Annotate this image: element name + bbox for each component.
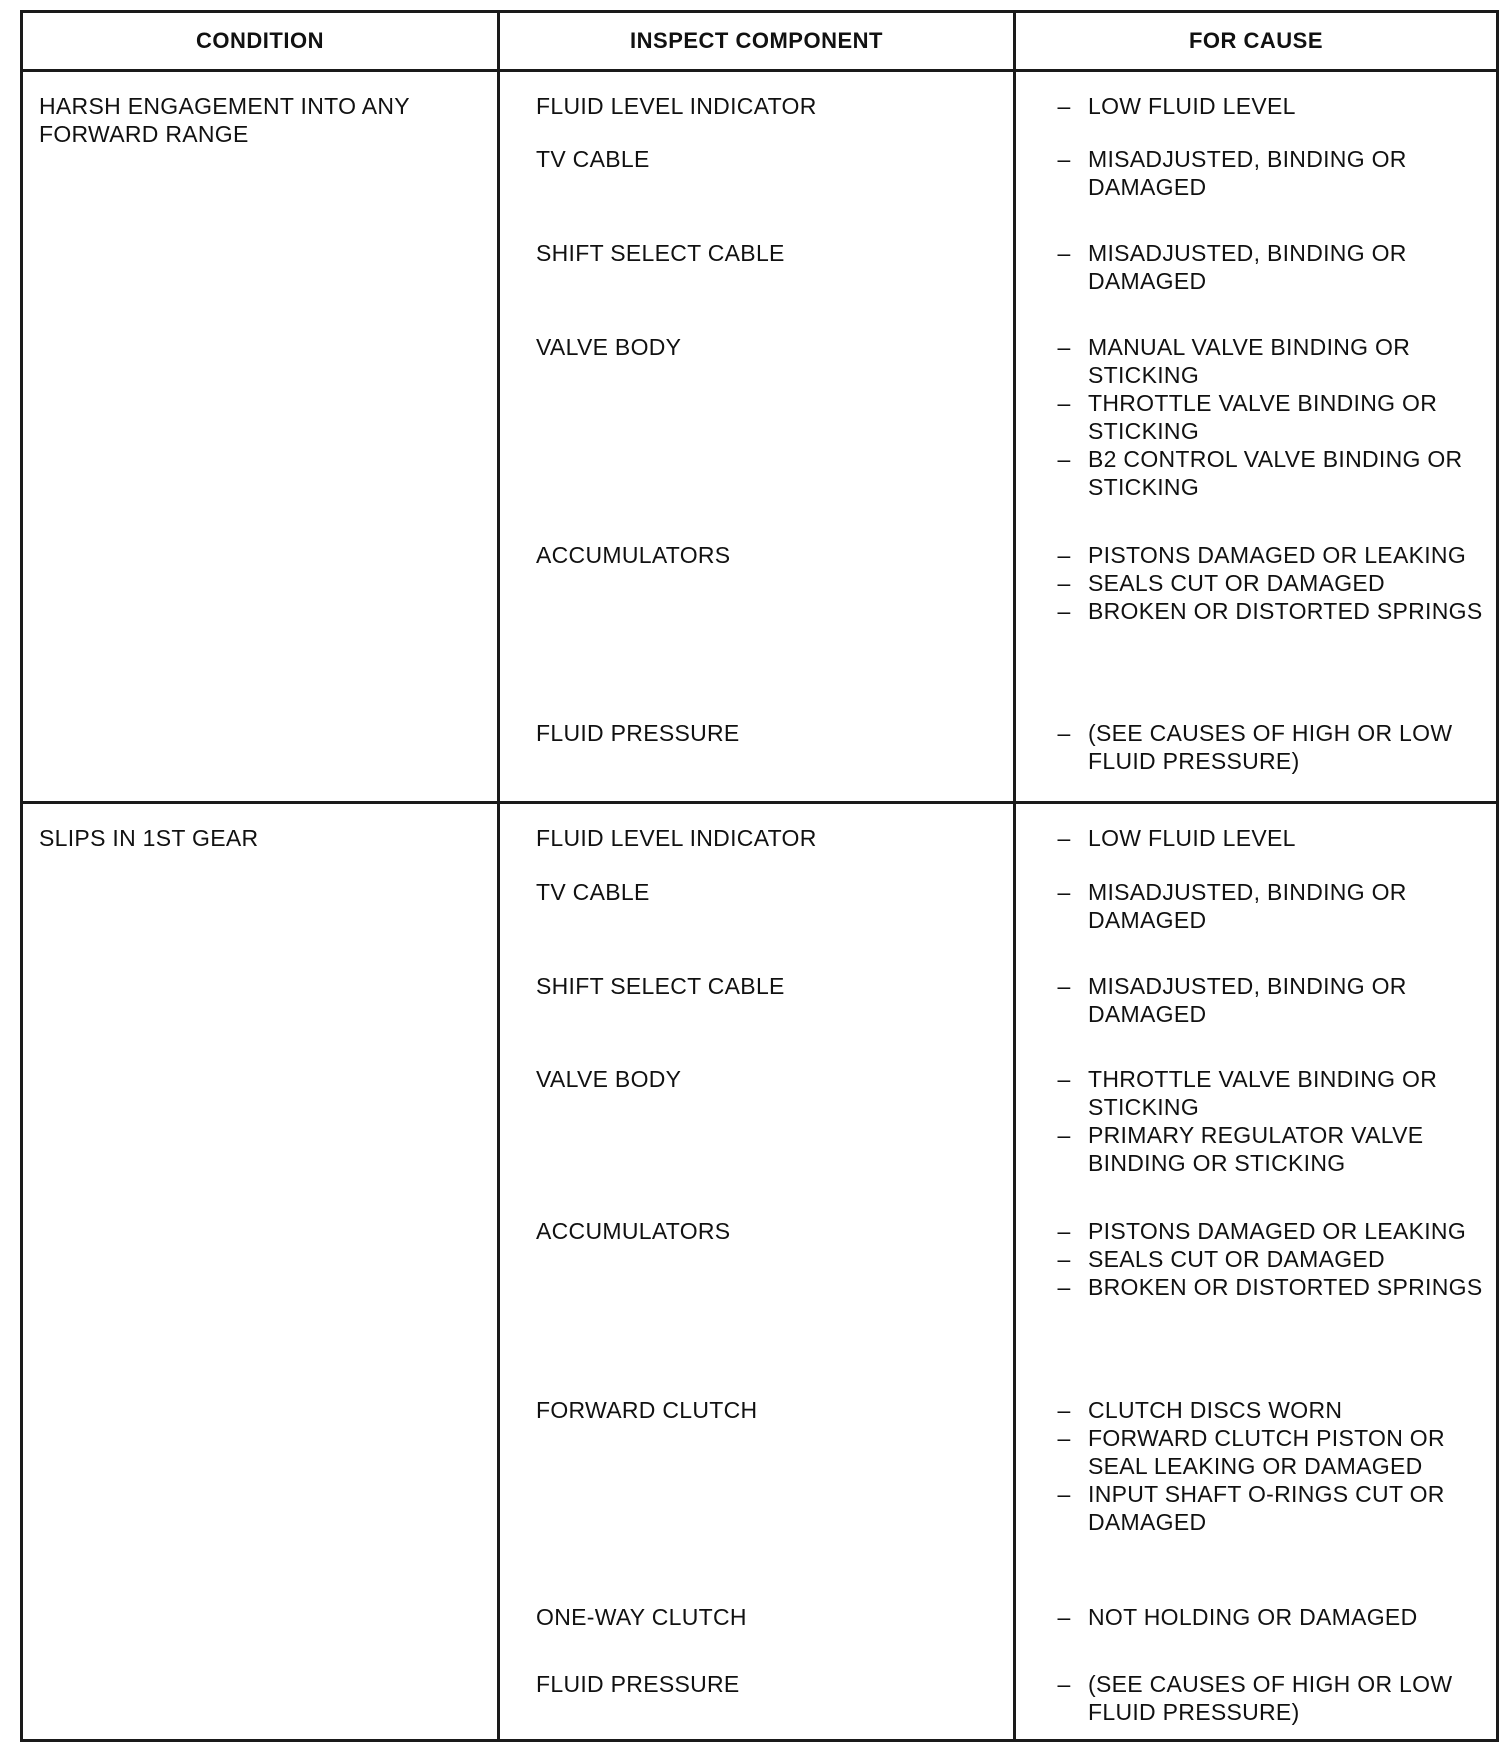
- cause-list: [1016, 964, 1496, 1028]
- component-text: VALVE BODY: [536, 334, 682, 360]
- cause-list: [1016, 72, 1496, 120]
- component-text: FLUID PRESSURE: [536, 1671, 740, 1698]
- component-text: FLUID LEVEL INDICATOR: [536, 93, 817, 119]
- cause-cell: [1015, 71, 1498, 138]
- cause-item: [1054, 1670, 1486, 1726]
- header-inspect-component: INSPECT COMPONENT: [499, 12, 1015, 71]
- component-cell: [499, 964, 1015, 1058]
- cause-item: [1054, 1273, 1486, 1301]
- cause-text: LOW FLUID LEVEL: [1088, 825, 1296, 852]
- component-cell: [499, 870, 1015, 964]
- condition-cell: [22, 803, 499, 1741]
- cause-cell: [1015, 1057, 1498, 1209]
- dash-icon: –: [1057, 720, 1071, 747]
- diagnosis-table: [20, 10, 1499, 1742]
- component-cell: [499, 1209, 1015, 1388]
- cause-text: PISTONS DAMAGED OR LEAKING: [1088, 1218, 1467, 1245]
- cause-cell: [1015, 1209, 1498, 1388]
- component-cell: [499, 71, 1015, 138]
- component-cell: [499, 231, 1015, 325]
- cause-cell: [1015, 870, 1498, 964]
- dash-icon: –: [1057, 1396, 1071, 1423]
- cause-list: [1016, 1057, 1496, 1177]
- table-body: [22, 71, 1498, 1741]
- cause-text: THROTTLE VALVE BINDING OR STICKING: [1088, 1066, 1438, 1121]
- component-text: ONE-WAY CLUTCH: [536, 1604, 747, 1631]
- cause-text: LOW FLUID LEVEL: [1088, 93, 1296, 119]
- dash-icon: –: [1057, 878, 1071, 905]
- cause-list: [1016, 804, 1496, 852]
- cause-text: MISADJUSTED, BINDING OR DAMAGED: [1088, 972, 1407, 1027]
- dash-icon: –: [1057, 1604, 1071, 1631]
- dash-icon: –: [1057, 93, 1071, 119]
- cause-item: [1054, 92, 1486, 120]
- condition-text: HARSH ENGAGEMENT INTO ANY FORWARD RANGE: [39, 93, 410, 147]
- dash-icon: –: [1057, 1671, 1071, 1698]
- cause-item: [1054, 1424, 1486, 1480]
- cause-item: [1054, 719, 1486, 775]
- cause-cell: [1015, 533, 1498, 712]
- cause-text: INPUT SHAFT O-RINGS CUT OR DAMAGED: [1088, 1480, 1445, 1535]
- component-text: VALVE BODY: [536, 1066, 682, 1093]
- component-text: FLUID LEVEL INDICATOR: [536, 825, 817, 852]
- dash-icon: –: [1057, 1274, 1071, 1301]
- cause-text: FORWARD CLUTCH PISTON OR SEAL LEAKING OR DAMAGED: [1088, 1424, 1445, 1479]
- dash-icon: –: [1057, 1246, 1071, 1273]
- dash-icon: –: [1057, 390, 1071, 416]
- cause-text: PRIMARY REGULATOR VALVE BINDING OR STICKING: [1088, 1122, 1424, 1177]
- dash-icon: –: [1057, 597, 1071, 624]
- component-cell: [499, 533, 1015, 712]
- cause-list: [1016, 533, 1496, 625]
- cause-item: [1054, 1396, 1486, 1424]
- header-condition: CONDITION: [22, 12, 499, 71]
- cause-item: [1054, 333, 1486, 389]
- component-cell: [499, 1595, 1015, 1662]
- cause-list: [1016, 325, 1496, 501]
- cause-cell: [1015, 964, 1498, 1058]
- cause-item: [1054, 1245, 1486, 1273]
- cause-item: [1054, 569, 1486, 597]
- cause-item: [1054, 145, 1486, 201]
- cause-list: [1016, 231, 1496, 295]
- dash-icon: –: [1057, 1218, 1071, 1245]
- cause-cell: [1015, 1662, 1498, 1740]
- component-text: ACCUMULATORS: [536, 541, 731, 568]
- cause-text: SEALS CUT OR DAMAGED: [1088, 569, 1385, 596]
- cause-text: MISADJUSTED, BINDING OR DAMAGED: [1088, 878, 1407, 933]
- cause-list: [1016, 137, 1496, 201]
- cause-item: [1054, 1065, 1486, 1121]
- header-row: [22, 12, 1498, 71]
- cause-item: [1054, 878, 1486, 934]
- component-cell: [499, 1388, 1015, 1596]
- cause-item: [1054, 541, 1486, 569]
- cause-text: (SEE CAUSES OF HIGH OR LOW FLUID PRESSURE): [1088, 1671, 1453, 1726]
- component-cell: [499, 325, 1015, 533]
- cause-cell: [1015, 1388, 1498, 1596]
- dash-icon: –: [1057, 825, 1071, 852]
- component-cell: [499, 1662, 1015, 1740]
- cause-cell: [1015, 711, 1498, 803]
- cause-list: [1016, 711, 1496, 775]
- component-text: SHIFT SELECT CABLE: [536, 972, 785, 999]
- condition-cell: [22, 71, 499, 803]
- cause-item: [1054, 239, 1486, 295]
- dash-icon: –: [1057, 1122, 1071, 1149]
- cause-item: [1054, 824, 1486, 852]
- component-text: FORWARD CLUTCH: [536, 1396, 758, 1423]
- component-text: TV CABLE: [536, 146, 650, 173]
- table-row: [22, 71, 1498, 138]
- cause-list: [1016, 1388, 1496, 1536]
- cause-cell: [1015, 325, 1498, 533]
- cause-text: B2 CONTROL VALVE BINDING OR STICKING: [1088, 446, 1463, 500]
- dash-icon: –: [1057, 1424, 1071, 1451]
- header-for-cause: FOR CAUSE: [1015, 12, 1498, 71]
- dash-icon: –: [1057, 446, 1071, 472]
- cause-list: [1016, 870, 1496, 934]
- cause-cell: [1015, 1595, 1498, 1662]
- component-cell: [499, 137, 1015, 231]
- cause-text: CLUTCH DISCS WORN: [1088, 1396, 1343, 1423]
- cause-list: [1016, 1595, 1496, 1631]
- component-text: SHIFT SELECT CABLE: [536, 240, 785, 267]
- cause-item: [1054, 1603, 1486, 1631]
- cause-item: [1054, 972, 1486, 1028]
- dash-icon: –: [1057, 569, 1071, 596]
- cause-text: SEALS CUT OR DAMAGED: [1088, 1246, 1385, 1273]
- dash-icon: –: [1057, 334, 1071, 360]
- cause-text: MISADJUSTED, BINDING OR DAMAGED: [1088, 240, 1407, 295]
- component-text: ACCUMULATORS: [536, 1218, 731, 1245]
- component-text: FLUID PRESSURE: [536, 720, 740, 747]
- cause-item: [1054, 445, 1486, 501]
- cause-cell: [1015, 803, 1498, 870]
- cause-text: (SEE CAUSES OF HIGH OR LOW FLUID PRESSURE): [1088, 720, 1453, 775]
- condition-text: SLIPS IN 1ST GEAR: [39, 825, 259, 852]
- dash-icon: –: [1057, 541, 1071, 568]
- cause-text: BROKEN OR DISTORTED SPRINGS: [1088, 597, 1483, 624]
- dash-icon: –: [1057, 972, 1071, 999]
- cause-item: [1054, 1217, 1486, 1245]
- cause-item: [1054, 1121, 1486, 1177]
- cause-text: MISADJUSTED, BINDING OR DAMAGED: [1088, 146, 1407, 201]
- diagnosis-sheet: [20, 10, 1496, 1742]
- cause-item: [1054, 389, 1486, 445]
- cause-item: [1054, 1480, 1486, 1536]
- cause-list: [1016, 1662, 1496, 1726]
- dash-icon: –: [1057, 1480, 1071, 1507]
- cause-text: MANUAL VALVE BINDING OR STICKING: [1088, 334, 1411, 388]
- cause-list: [1016, 1209, 1496, 1301]
- component-text: TV CABLE: [536, 878, 650, 905]
- cause-cell: [1015, 231, 1498, 325]
- cause-text: PISTONS DAMAGED OR LEAKING: [1088, 541, 1467, 568]
- dash-icon: –: [1057, 240, 1071, 267]
- component-cell: [499, 711, 1015, 803]
- cause-text: THROTTLE VALVE BINDING OR STICKING: [1088, 390, 1438, 444]
- cause-text: NOT HOLDING OR DAMAGED: [1088, 1604, 1418, 1631]
- component-cell: [499, 1057, 1015, 1209]
- table-row: [22, 803, 1498, 870]
- cause-cell: [1015, 137, 1498, 231]
- cause-text: BROKEN OR DISTORTED SPRINGS: [1088, 1274, 1483, 1301]
- component-cell: [499, 803, 1015, 870]
- dash-icon: –: [1057, 146, 1071, 173]
- dash-icon: –: [1057, 1066, 1071, 1093]
- cause-item: [1054, 597, 1486, 625]
